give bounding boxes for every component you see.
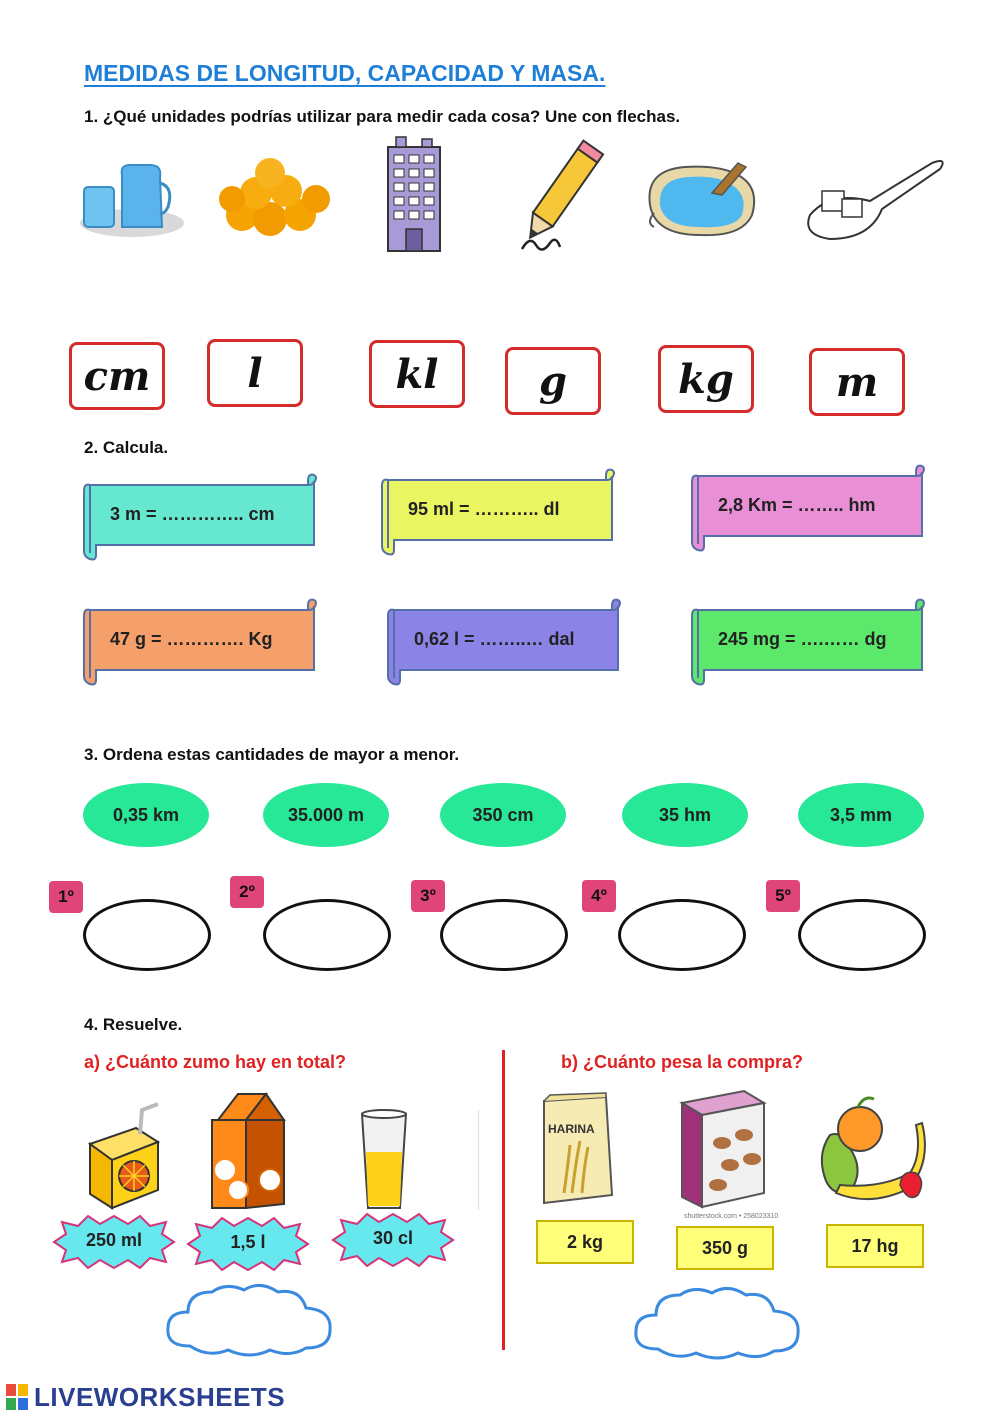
- weight-box: 2 kg: [536, 1220, 634, 1264]
- answer-oval-5[interactable]: [798, 899, 926, 971]
- faint-divider: [478, 1110, 479, 1210]
- answer-oval-3[interactable]: [440, 899, 568, 971]
- calc-scroll-3[interactable]: [690, 462, 926, 544]
- ordinal-badge: 2º: [230, 876, 264, 908]
- burst-text: 30 cl: [372, 1228, 414, 1248]
- unit-box-kl[interactable]: kl: [369, 340, 465, 408]
- image-watermark: shutterstock.com • 258023310: [684, 1213, 779, 1220]
- footer-brand[interactable]: LIVEWORKSHEETS: [34, 1382, 286, 1412]
- unit-box-m[interactable]: m: [809, 348, 905, 416]
- quantity-oval[interactable]: 0,35 km: [83, 783, 209, 847]
- flour-label: HARINA: [548, 1122, 595, 1136]
- calc-text: 95 ml = ……….. dl: [408, 499, 560, 519]
- quantity-oval[interactable]: 35 hm: [622, 783, 748, 847]
- ordinal-badge: 3º: [411, 880, 445, 912]
- calc-scroll-2[interactable]: [380, 466, 616, 548]
- answer-oval-4[interactable]: [618, 899, 746, 971]
- juice-amount-burst: [188, 1218, 308, 1270]
- unit-box-g[interactable]: g: [505, 347, 601, 415]
- cookie-box-icon: [682, 1091, 764, 1207]
- subquestion-a: a) ¿Cuánto zumo hay en total?: [84, 1052, 347, 1072]
- pool-icon: [649, 163, 754, 235]
- ordinal-badge: 4º: [582, 880, 616, 912]
- calc-text: 2,8 Km = …….. hm: [718, 495, 876, 515]
- quantity-oval[interactable]: 3,5 mm: [798, 783, 924, 847]
- q1-pictures: [70, 135, 950, 265]
- question-4: 4. Resuelve.: [84, 1015, 183, 1034]
- section-divider: [502, 1050, 505, 1350]
- shopping-pictures: [530, 1085, 950, 1220]
- page-title: MEDIDAS DE LONGITUD, CAPACIDAD Y MASA.: [84, 60, 606, 86]
- juice-box-icon: [90, 1104, 158, 1208]
- calc-scroll-4[interactable]: [82, 596, 318, 678]
- juice-glass-icon: [362, 1110, 406, 1208]
- calc-text: 47 g = …………. Kg: [110, 629, 273, 649]
- question-1: 1. ¿Qué unidades podrías utilizar para medir cada cosa? Une con flechas.: [84, 107, 681, 126]
- calc-scroll-5[interactable]: [386, 596, 622, 678]
- oranges-icon: [219, 158, 330, 236]
- answer-oval-1[interactable]: [83, 899, 211, 971]
- weight-box: 17 hg: [826, 1224, 924, 1268]
- quantity-oval[interactable]: 350 cm: [440, 783, 566, 847]
- pencil-icon: [520, 141, 603, 250]
- liveworksheets-logo-icon: [6, 1384, 30, 1410]
- quantity-oval[interactable]: 35.000 m: [263, 783, 389, 847]
- juice-amount-burst: [333, 1214, 453, 1266]
- juice-amount-burst: [54, 1216, 174, 1268]
- ordinal-badge: 1º: [49, 881, 83, 913]
- answer-cloud-b[interactable]: [628, 1283, 808, 1363]
- subquestion-b: b) ¿Cuánto pesa la compra?: [561, 1052, 804, 1072]
- calc-scroll-1[interactable]: [82, 471, 318, 553]
- fruits-icon: [822, 1098, 925, 1199]
- ordinal-badge: 5º: [766, 880, 800, 912]
- sugar-spoon-icon: [808, 161, 942, 239]
- orange-carton-icon: [212, 1094, 284, 1208]
- burst-text: 1,5 l: [230, 1232, 266, 1252]
- calc-text: 3 m = ………….. cm: [110, 504, 275, 524]
- unit-box-l[interactable]: l: [207, 339, 303, 407]
- weight-box: 350 g: [676, 1226, 774, 1270]
- calc-scroll-6[interactable]: [690, 596, 926, 678]
- building-icon: [388, 137, 440, 251]
- calc-text: 245 mg = ….…… dg: [718, 629, 887, 649]
- calc-text: 0,62 l = ……..… dal: [414, 629, 575, 649]
- flour-bag-icon: [544, 1093, 612, 1203]
- question-3: 3. Ordena estas cantidades de mayor a menor.: [84, 745, 460, 764]
- burst-text: 250 ml: [85, 1230, 143, 1250]
- unit-box-kg[interactable]: kg: [658, 345, 754, 413]
- answer-oval-2[interactable]: [263, 899, 391, 971]
- juice-pictures: [70, 1090, 470, 1215]
- question-2: 2. Calcula.: [84, 438, 169, 457]
- answer-cloud-a[interactable]: [160, 1280, 340, 1360]
- unit-box-cm[interactable]: cm: [69, 342, 165, 410]
- water-jug-icon: [80, 165, 184, 237]
